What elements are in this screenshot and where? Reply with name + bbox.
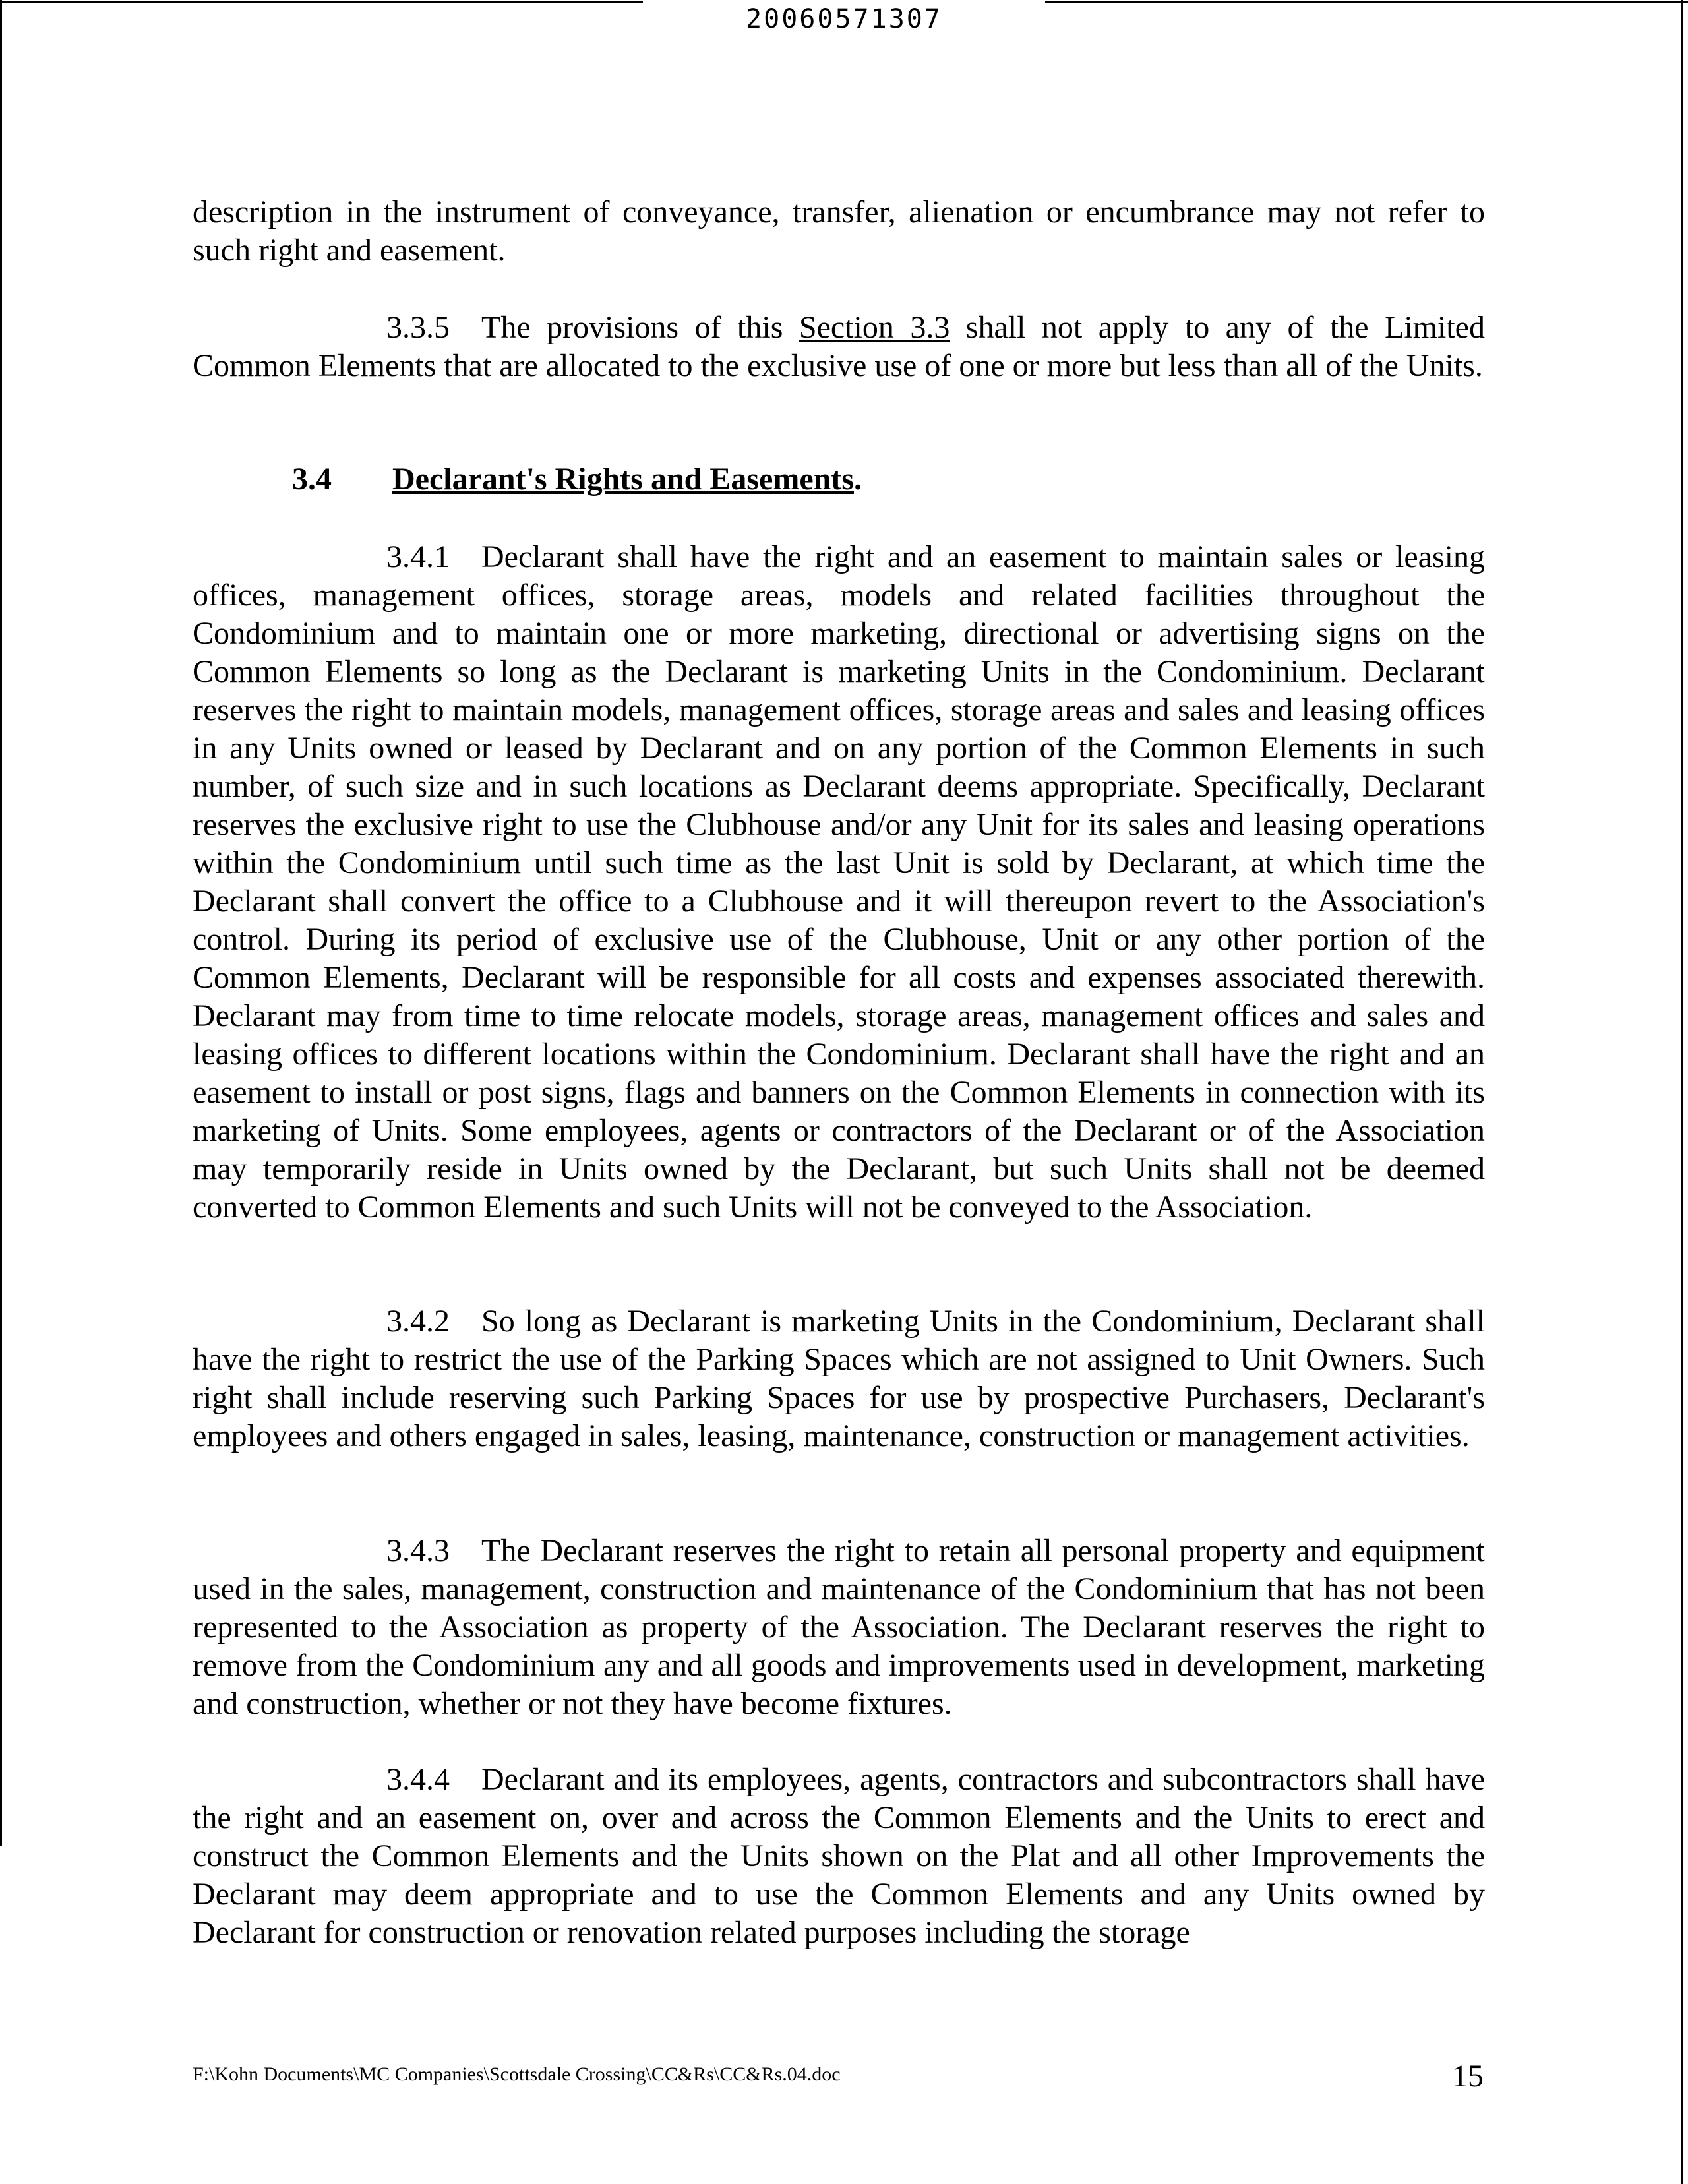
paragraph-3-3-5-text-a: 3.3.5 The provisions of this [386, 310, 799, 345]
paragraph-3-4-2: 3.4.2 So long as Declarant is marketing Units in the Condominium, Declarant shall have the right to restrict the use of the Parking Spaces which are not assigned to Unit Owners. Such right shall include reserving such Parking Spaces for use by prospective Purchasers, Declarant's employees and others engaged in sales, leasing, maintenance, construction or management activities. [193, 1304, 1485, 1453]
section-title-period: . [854, 462, 862, 497]
scan-border-left [0, 0, 2, 1846]
scan-border-right [1681, 0, 1683, 2184]
section-number: 3.4 [292, 462, 332, 497]
paragraph-3-3-5-text-b: shall not apply to any of the Limited Common Elements that are allocated to the exclusive use of one or more but less than all of the Units. [193, 310, 1485, 383]
scan-border-top-left [0, 1, 643, 3]
scan-border-top-right [1045, 1, 1688, 3]
paragraph-3-4-4: 3.4.4 Declarant and its employees, agents, contractors and subcontractors shall have the right and an easement on, over and across the Common Elements and the Units to erect and construct the Common Elements and the Units shown on the Plat and all other Improvements the Declarant may deem appropriate and to use the Common Elements and any Units owned by Declarant for construction or renovation related purposes including the storage [193, 1762, 1485, 1950]
section-title: Declarant's Rights and Easements [392, 462, 855, 497]
paragraph-3-3-5 [193, 309, 1485, 385]
paragraph-intro: description in the instrument of conveyance, transfer, alienation or encumbrance may not refer to such right and easement. [193, 195, 1485, 268]
footer-file-path: F:\Kohn Documents\MC Companies\Scottsdale Crossing\CC&Rs\CC&Rs.04.doc [193, 2063, 841, 2085]
document-number: 20060571307 [746, 4, 942, 34]
paragraph-3-4-1: 3.4.1 Declarant shall have the right and an easement to maintain sales or leasing offices, management offices, storage areas, models and related facilities throughout the Condominium and to maintain one or more marketing, directional or advertising signs on the Common Elements so long as the Declarant is marketing Units in the Condominium. Declarant reserves the right to maintain models, management offices, storage areas and sales and leasing offices in any Units owned or leased by Declarant and on any portion of the Common Elements in such number, of such size and in such locations as Declarant deems appropriate. Specifically, Declarant reserves the exclusive right to use the Clubhouse and/or any Unit for its sales and leasing operations within the Condominium until such time as the last Unit is sold by Declarant, at which time the Declarant shall convert the office to a Clubhouse and it will thereupon revert to the Association's control. During its period of exclusive use of the Clubhouse, Unit or any other portion of the Common Elements, Declarant will be responsible for all costs and expenses associated therewith. Declarant may from time to time relocate models, storage areas, management offices and sales and leasing offices to different locations within the Condominium. Declarant shall have the right and an easement to install or post signs, flags and banners on the Common Elements in connection with its marketing of Units. Some employees, agents or contractors of the Declarant or of the Association may temporarily reside in Units owned by the Declarant, but such Units shall not be deemed converted to Common Elements and such Units will not be conveyed to the Association. [193, 539, 1485, 1225]
paragraph-3-4-3: 3.4.3 The Declarant reserves the right to retain all personal property and equipment used in the sales, management, construction and maintenance of the Condominium that has not been represented to the Association as property of the Association. The Declarant reserves the right to remove from the Condominium any and all goods and improvements used in development, marketing and construction, whether or not they have become fixtures. [193, 1533, 1485, 1721]
section-heading [292, 460, 862, 499]
page-number: 15 [1452, 2059, 1484, 2094]
section-reference-link: Section 3.3 [799, 310, 950, 345]
